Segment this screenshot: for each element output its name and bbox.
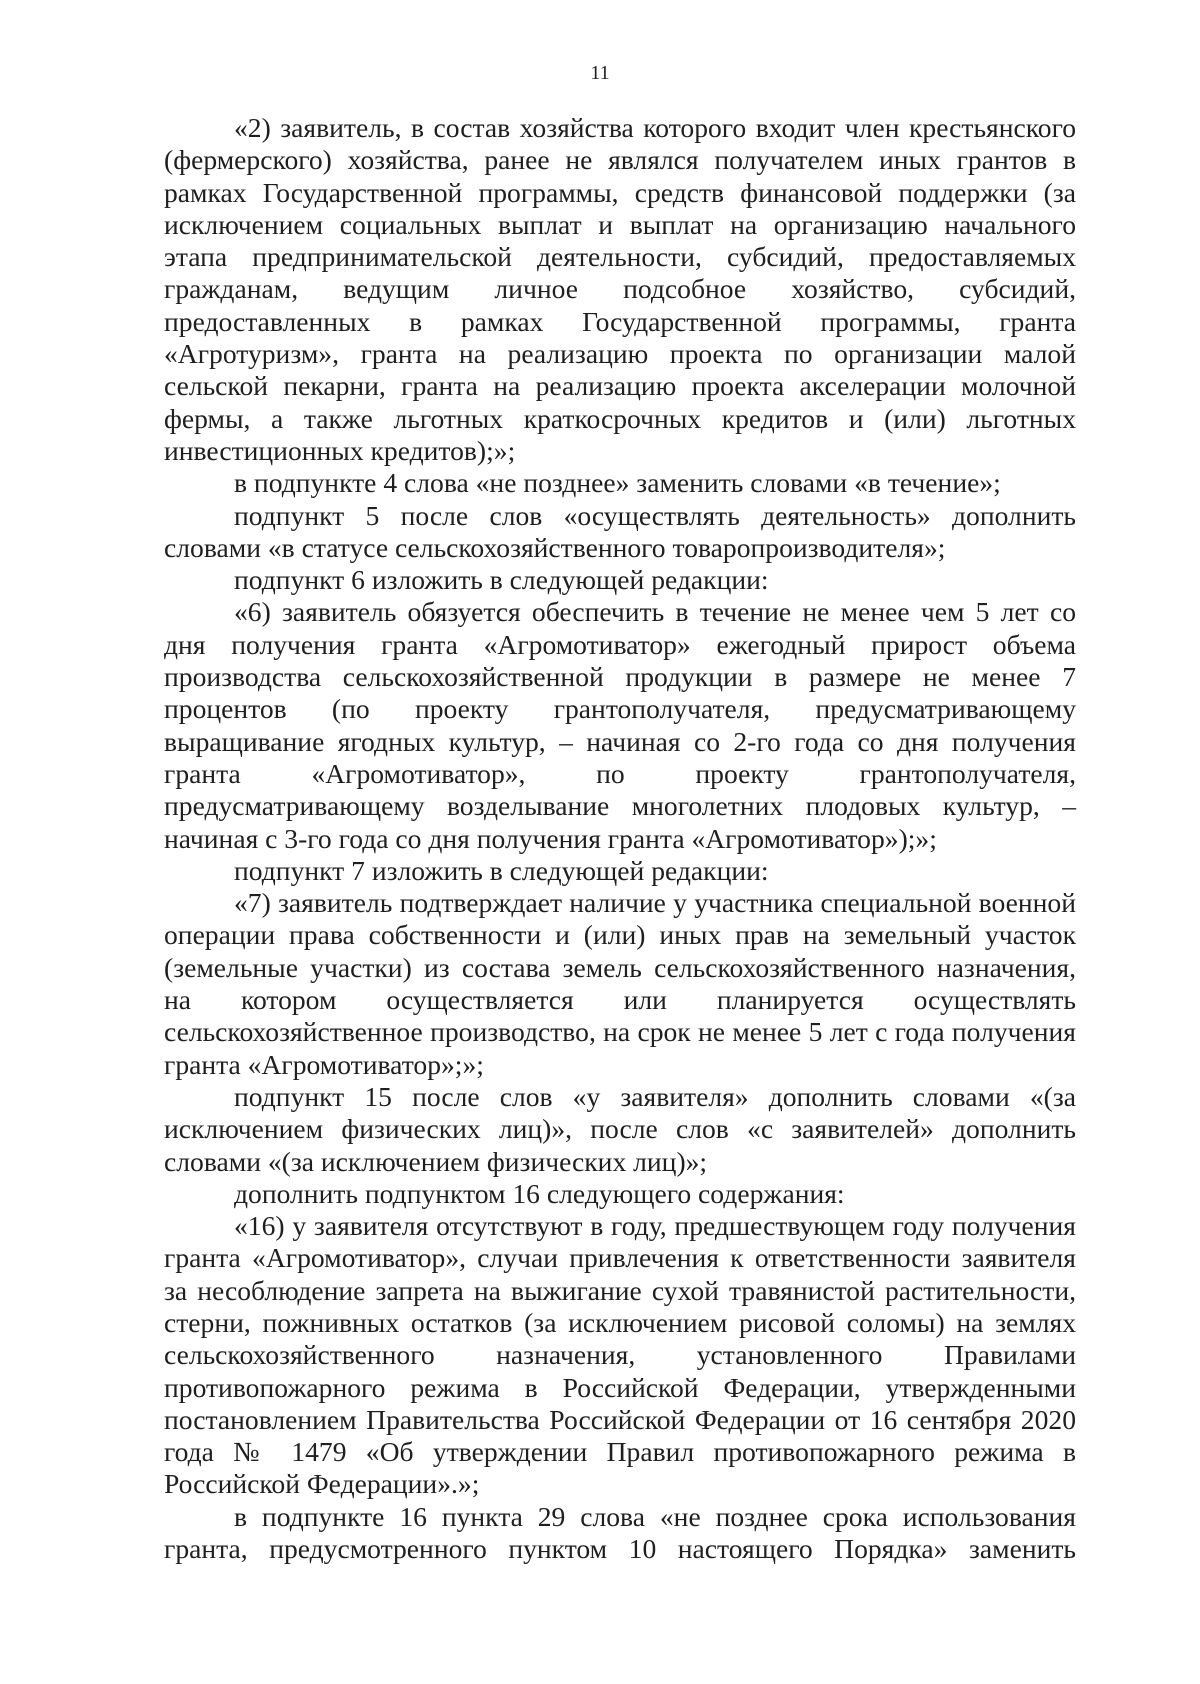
- paragraph-item-7-text: «7) заявитель подтверждает наличие у участника специальной военной операции права собственности и (или) иных прав на земельный участок (земельные участки) из состава земель сельскохозяйственного назначения, на котором осуществляется или планируется осуществлять сельскохозяйственное производство, на срок не менее 5 лет с года получения гранта «Агромотиватор»;»;: [164, 887, 1076, 1080]
- paragraph-subitem-4-amendment: в подпункте 4 слова «не позднее» заменить словами «в течение»;: [234, 467, 1001, 499]
- paragraph-item-2-criteria: «2) заявитель, в состав хозяйства которого входит член крестьянского (фермерского) хозяйства, ранее не являлся получателем иных грантов в рамках Государственной программы, средств финансовой поддержки (за исключением социальных выплат и выплат на организацию начального этапа предпринимательской деятельности, субсидий, предоставляемых гражданам, ведущим личное подсобное хозяйство, субсидий, предоставленных в рамках Государственной программы, гранта «Агротуризм», гранта на реализацию проекта по организации малой сельской пекарни, гранта на реализацию проекта акселерации молочной фермы, а также льготных краткосрочных кредитов и (или) льготных инвестиционных кредитов);»;: [164, 112, 1076, 466]
- paragraph-subitem-6-intro: подпункт 6 изложить в следующей редакции:: [234, 564, 769, 596]
- page-number: 11: [590, 62, 610, 84]
- paragraph-subitem-15-amendment: подпункт 15 после слов «у заявителя» дополнить словами «(за исключением физических лиц)», после слов «с заявителей» дополнить словами «(за исключением физических лиц)»;: [164, 1080, 1076, 1177]
- document-body: [164, 112, 1076, 1565]
- paragraph-subitem-16-intro: дополнить подпунктом 16 следующего содержания:: [234, 1177, 845, 1209]
- paragraph-item-16-text: «16) у заявителя отсутствуют в году, предшествующем году получения гранта «Агромотиватор», случаи привлечения к ответственности заявителя за несоблюдение запрета на выжигание сухой травянистой растительности, стерни, пожнивных остатков (за исключением рисовой соломы) на землях сельскохозяйственного назначения, установленного Правилами противопожарного режима в Российской Федерации, утвержденными постановлением Правительства Российской Федерации от 16 сентября 2020 года № 1479 «Об утверждении Правил противопожарного режима в Российской Федерации».»;: [164, 1210, 1076, 1500]
- paragraph-subitem-5-amendment: подпункт 5 после слов «осуществлять деятельность» дополнить словами «в статусе сельскохозяйственного товаропроизводителя»;: [164, 499, 1076, 563]
- paragraph-item-6-text: «6) заявитель обязуется обеспечить в течение не менее чем 5 лет со дня получения гранта «Агромотиватор» ежегодный прирост объема производства сельскохозяйственной продукции в размере не менее 7 процентов (по проекту грантополучателя, предусматривающему выращивание ягодных культур, – начиная со 2-го года со дня получения гранта «Агромотиватор», по проекту грантополучателя, предусматривающему возделывание многолетних плодовых культур, – начиная с 3-го года со дня получения гранта «Агромотиватор»);»;: [164, 596, 1076, 854]
- paragraph-subitem-7-intro: подпункт 7 изложить в следующей редакции:: [234, 854, 769, 886]
- paragraph-item-29-amendment: в подпункте 16 пункта 29 слова «не позднее срока использования гранта, предусмотренного пунктом 10 настоящего Порядка» заменить: [164, 1500, 1076, 1565]
